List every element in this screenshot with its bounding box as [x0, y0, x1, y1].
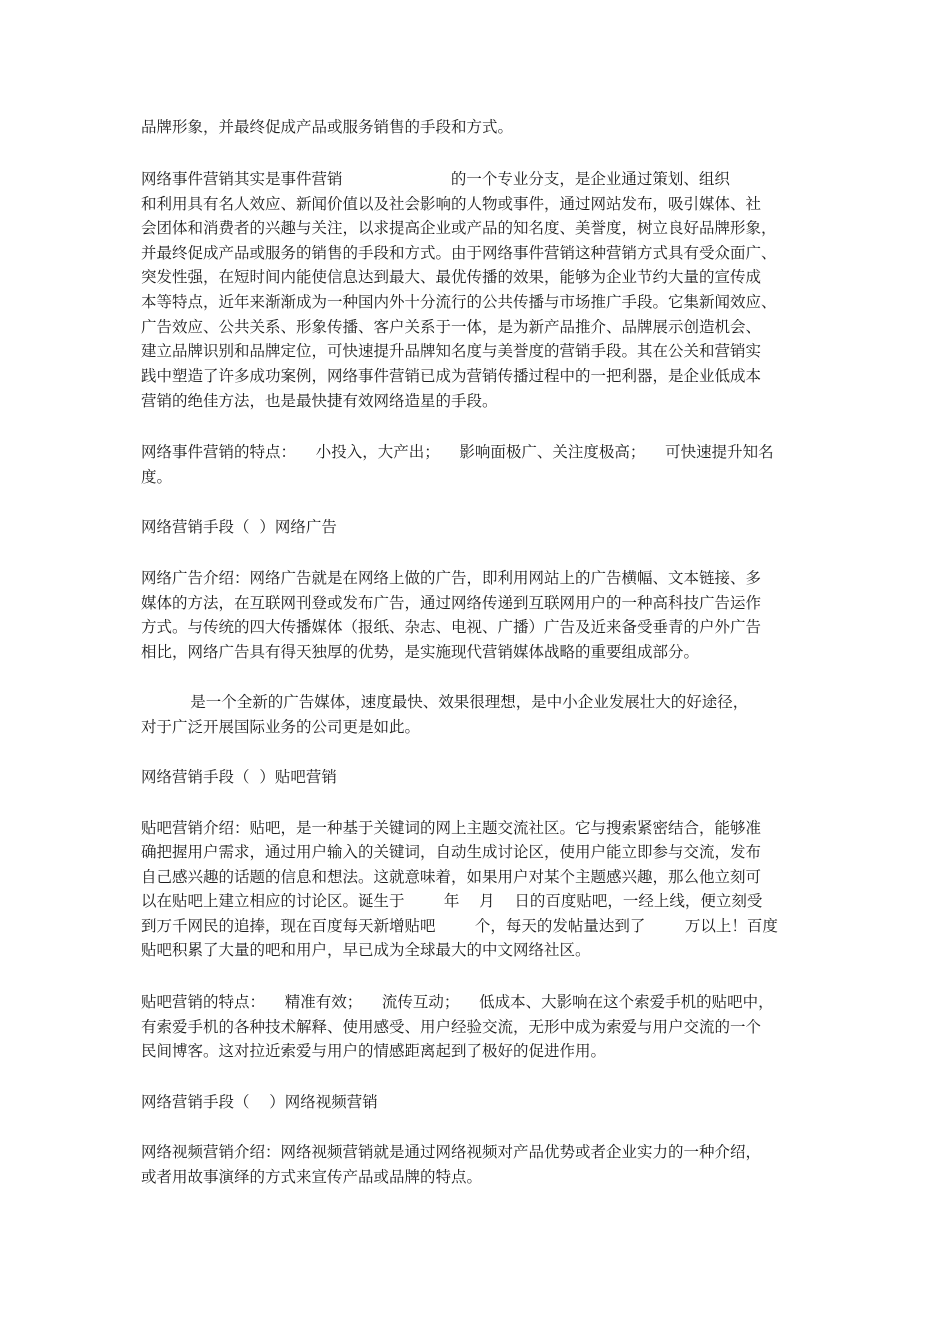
text-line: 贴吧营销介绍：贴吧，是一种基于关键词的网上主题交流社区。它与搜索紧密结合，能够准 — [141, 819, 762, 837]
text-line: 践中塑造了许多成功案例，网络事件营销已成为营销传播过程中的一把利器，是企业低成本 — [141, 367, 762, 385]
text-line: 网络事件营销的特点： 小投入，大产出； 影响面极广、关注度极高； 可快速提升知名 — [141, 443, 774, 461]
text-line: 网络广告介绍：网络广告就是在网络上做的广告，即利用网站上的广告横幅、文本链接、多 — [141, 569, 762, 587]
text-line: 自己感兴趣的话题的信息和想法。这就意味着，如果用户对某个主题感兴趣，那么他立刻可 — [141, 868, 762, 886]
section-heading: 网络营销手段（ ）贴吧营销 — [141, 768, 337, 786]
text-line: 度。 — [141, 468, 173, 486]
text-line: 贴吧积累了大量的吧和用户，早已成为全球最大的中文网络社区。 — [141, 941, 591, 959]
text-line: 或者用故事演绎的方式来宣传产品或品牌的特点。 — [141, 1168, 483, 1186]
text-line: 广告效应、公共关系、形象传播、客户关系于一体，是为新产品推介、品牌展示创造机会、 — [141, 318, 762, 336]
text-line: 对于广泛开展国际业务的公司更是如此。 — [141, 718, 421, 736]
text-line: 建立品牌识别和品牌定位，可快速提升品牌知名度与美誉度的营销手段。其在公关和营销实 — [141, 342, 762, 360]
text-line: 本等特点，近年来渐渐成为一种国内外十分流行的公共传播与市场推广手段。它集新闻效应、 — [141, 293, 777, 311]
text-line: 有索爱手机的各种技术解释、使用感受、用户经验交流，无形中成为索爱与用户交流的一个 — [141, 1018, 762, 1036]
text-line: 品牌形象，并最终促成产品或服务销售的手段和方式。 — [141, 118, 514, 136]
text-line: 网络事件营销其实是事件营销 的一个专业分支，是企业通过策划、组织 — [141, 170, 730, 188]
section-heading: 网络营销手段（ ）网络视频营销 — [141, 1093, 378, 1111]
text-line: 媒体的方法，在互联网刊登或发布广告，通过网络传递到互联网用户的一种高科技广告运作 — [141, 594, 762, 612]
text-line: 会团体和消费者的兴趣与关注，以求提高企业或产品的知名度、美誉度，树立良好品牌形象， — [141, 219, 777, 237]
text-line: 突发性强，在短时间内能使信息达到最大、最优传播的效果，能够为企业节约大量的宣传成 — [141, 268, 762, 286]
text-line: 方式。与传统的四大传播媒体（报纸、杂志、电视、广播）广告及近来备受垂青的户外广告 — [141, 618, 762, 636]
text-line: 营销的绝佳方法，也是最快捷有效网络造星的手段。 — [141, 392, 498, 410]
text-line: 贴吧营销的特点： 精准有效； 流传互动； 低成本、大影响在这个索爱手机的贴吧中， — [141, 993, 774, 1011]
text-line: 并最终促成产品或服务的销售的手段和方式。由于网络事件营销这种营销方式具有受众面广、 — [141, 244, 777, 262]
section-heading: 网络营销手段（ ）网络广告 — [141, 518, 337, 536]
text-line: 和利用具有名人效应、新闻价值以及社会影响的人物或事件，通过网站发布，吸引媒体、社 — [141, 195, 762, 213]
text-line: 民间博客。这对拉近索爱与用户的情感距离起到了极好的促进作用。 — [141, 1042, 607, 1060]
text-line: 相比，网络广告具有得天独厚的优势，是实施现代营销媒体战略的重要组成部分。 — [141, 643, 700, 661]
text-line: 以在贴吧上建立相应的讨论区。诞生于 年 月 日的百度贴吧，一经上线，便立刻受 — [141, 892, 763, 910]
text-line: 确把握用户需求，通过用户输入的关键词，自动生成讨论区，使用户能立即参与交流，发布 — [141, 843, 762, 861]
text-line: 到万千网民的追捧，现在百度每天新增贴吧 个，每天的发帖量达到了 万以上！百度 — [141, 917, 778, 935]
text-line: 是一个全新的广告媒体，速度最快、效果很理想，是中小企业发展壮大的好途径， — [141, 693, 749, 711]
text-line: 网络视频营销介绍：网络视频营销就是通过网络视频对产品优势或者企业实力的一种介绍， — [141, 1143, 762, 1161]
